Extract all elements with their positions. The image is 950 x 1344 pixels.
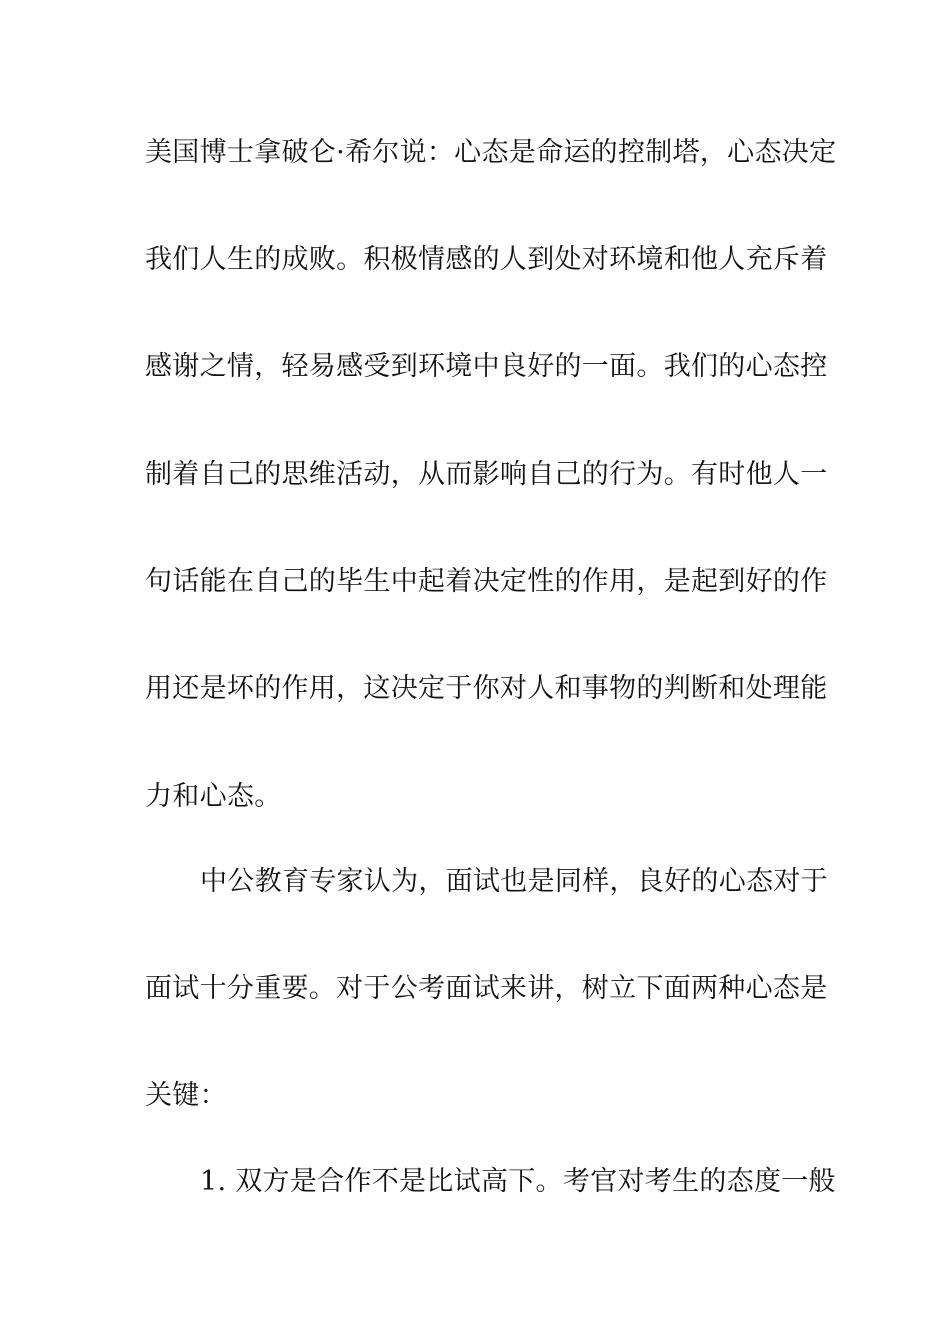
- paragraph-line: 用还是坏的作用，这决定于你对人和事物的判断和处理能: [145, 673, 828, 704]
- paragraph-line: 力和心态。: [145, 781, 282, 812]
- paragraph-line: 关键：: [145, 1080, 227, 1111]
- paragraph-line: 面试十分重要。对于公考面试来讲，树立下面两种心态是: [145, 973, 828, 1004]
- paragraph-line: 中公教育专家认为，面试也是同样，良好的心态对于: [200, 866, 828, 897]
- paragraph-line: 美国博士拿破仑·希尔说：心态是命运的控制塔，心态决定: [145, 137, 837, 168]
- paragraph-line: 感谢之情，轻易感受到环境中良好的一面。我们的心态控: [145, 351, 828, 382]
- numbered-item-line: 1. 双方是合作不是比试高下。考官对考生的态度一般: [200, 1166, 836, 1197]
- paragraph-line: 我们人生的成败。积极情感的人到处对环境和他人充斥着: [145, 244, 828, 275]
- paragraph-line: 制着自己的思维活动，从而影响自己的行为。有时他人一: [145, 459, 828, 490]
- paragraph-line: 句话能在自己的毕生中起着决定性的作用，是起到好的作: [145, 566, 828, 597]
